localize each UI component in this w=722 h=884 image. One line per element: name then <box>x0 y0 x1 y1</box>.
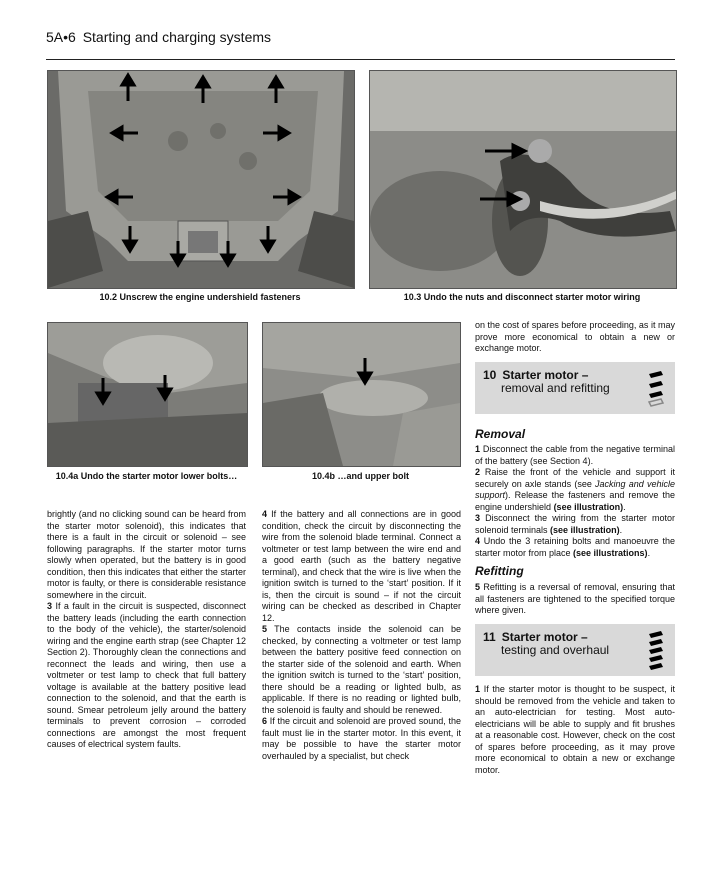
text-column-1 <box>47 509 246 751</box>
section-title: Starter motor – <box>502 368 589 382</box>
spanner-rating-icon <box>645 368 669 415</box>
paragraph: 3 If a fault in the circuit is suspected, disconnect the battery leads (including the earth connection to the body of the vehicle), the starter/solenoid wiring and the engine earth strap (see Chapter 12 Section 2). Thoroughly clean the connections and reconnect the leads and wiring, then use a voltmeter or test lamp to check that full battery voltage is available at the battery positive lead connection to the solenoid, and that the earth is sound. Smear petroleum jelly around the battery terminals to prevent corrosion – corroded connections are amongst the most frequent causes of electrical system faults. <box>47 601 246 749</box>
refitting-heading: Refitting <box>475 564 524 578</box>
text-column-3-removal <box>475 444 675 559</box>
page-header <box>46 29 271 45</box>
paragraph: 5 The contacts inside the solenoid can be checked, by connecting a voltmeter or test lamp between the battery positive feed connection on the starter side of the solenoid and earth. When the ignition switch is turned to the ‘start’ position, there should be a reading or lighted bulb, as applicable. If there is no reading or lighted bulb, the solenoid is faulty and should be renewed. <box>262 624 461 715</box>
text-column-3-intro: on the cost of spares before proceeding, as it may prove more economical to obtain a new or exchange motor. <box>475 320 675 353</box>
photo-starter-lower-bolts <box>47 322 248 467</box>
paragraph: 1 If the starter motor is thought to be suspect, it should be removed from the vehicle and taken to an auto-electrician for testing. Most auto-electricians will be able to supply and fit brushes at a reasonable cost. However, check on the cost of spares before proceeding, as it may prove more economical to obtain a new or exchange motor. <box>475 684 675 775</box>
paragraph: 4 Undo the 3 retaining bolts and manoeuvre the starter motor from place (see illustrations). <box>475 536 675 558</box>
photo-starter-upper-bolt <box>262 322 461 467</box>
header-rule <box>46 59 675 60</box>
section-subtitle: testing and overhaul <box>501 643 610 657</box>
paragraph: 4 If the battery and all connections are in good condition, check the circuit by disconnecting the wire from the solenoid blade terminal. Connect a voltmeter or test lamp between the wire end and a good earth (such as the battery negative terminal), and check that the wire is live when the ignition switch is turned to the ‘start’ position. If it is, then the circuit is sound – if not the circuit wiring can be checked as described in Chapter 12. <box>262 509 461 623</box>
paragraph: 2 Raise the front of the vehicle and support it securely on axle stands (see Jacking and vehicle support). Release the fasteners and remove the engine undershield (see illustration). <box>475 467 675 512</box>
figure-caption: 10.3 Undo the nuts and disconnect starter motor wiring <box>403 292 641 302</box>
spanner-rating-icon <box>645 630 669 679</box>
text-column-2 <box>262 509 461 762</box>
page-title: Starting and charging systems <box>82 29 272 45</box>
text-column-3-refitting <box>475 582 675 617</box>
paragraph: brightly (and no clicking sound can be heard from the starter motor solenoid), this indicates that there is a fault in the circuit or solenoid – see following paragraphs. If the starter motor turns slowly when operated, but the battery is in good condition, then this indicates that either the starter motor is faulty, or there is considerable resistance somewhere in the circuit. <box>47 509 246 600</box>
section-11-header <box>475 624 675 676</box>
photo-starter-wiring <box>369 70 677 289</box>
page-ref: 5A•6 <box>46 29 76 45</box>
section-number: 10 <box>483 368 497 382</box>
section-number: 11 <box>483 630 496 644</box>
figure-caption: 10.4b …and upper bolt <box>311 471 409 481</box>
section-10-header <box>475 362 675 414</box>
paragraph: 3 Disconnect the wiring from the starter motor solenoid terminals (see illustration). <box>475 513 675 535</box>
figure-caption: 10.2 Unscrew the engine undershield fasteners <box>99 292 301 302</box>
figure-caption: 10.4a Undo the starter motor lower bolts… <box>55 471 238 481</box>
paragraph: 1 Disconnect the cable from the negative terminal of the battery (see Section 4). <box>475 444 675 466</box>
text-column-3-testing <box>475 684 675 776</box>
section-subtitle: removal and refitting <box>501 381 610 395</box>
section-title: Starter motor – <box>501 630 588 644</box>
photo-engine-undershield <box>47 70 355 289</box>
paragraph: 5 Refitting is a reversal of removal, ensuring that all fasteners are tightened to the specified torque where given. <box>475 582 675 615</box>
removal-heading: Removal <box>475 427 526 441</box>
paragraph: 6 If the circuit and solenoid are proved sound, the fault must lie in the starter motor. In this event, it may be possible to have the starter motor overhauled by a specialist, but check <box>262 716 461 761</box>
